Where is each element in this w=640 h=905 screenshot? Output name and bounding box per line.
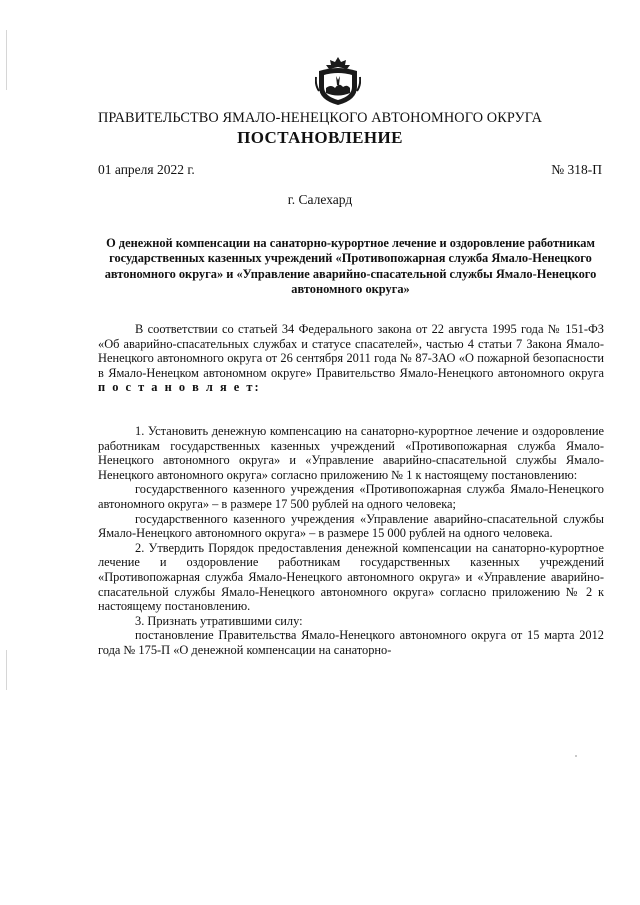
item-1-paragraph: 1. Установить денежную компенсацию на санаторно-курортное лечение и оздоровление работникам государственных казенных учреждений «Противопожарная служба Ямало-Ненецкого автономного округа» и «Управление аварийно-спасательной службы Ямало-Ненецкого автономного округа» согласно приложению № 1 к настоящему постановлению: (98, 423, 604, 482)
preamble-text: В соответствии со статьей 34 Федерального закона от 22 августа 1995 года № 151-ФЗ «Об аварийно-спасательных службах и статусе спасателей», частью 4 статьи 7 Закона Ямало-Ненецкого автономного округа от 26 сентября 2011 года № 87-ЗАО «О пожарной безопасности в Ямало-Ненецком автономном округе» Правительство Ямало-Ненецкого автономного округа (98, 322, 604, 380)
scan-artifact (575, 755, 577, 757)
scan-artifact (6, 30, 7, 90)
document-date: 01 апреля 2022 г. (98, 162, 195, 177)
document-title: О денежной компенсации на санаторно-курортное лечение и оздоровление работникам государственных казенных учреждений «Противопожарная служба Ямало-Ненецкого автономного округа» и «Управление аварийно-спасательной службы Ямало-Ненецкого автономного округа» (104, 236, 597, 297)
item-1a-paragraph: государственного казенного учреждения «Противопожарная служба Ямало-Ненецкого автономного округа» – в размере 17 500 рублей на одного человека; (98, 482, 604, 511)
item-3a-paragraph: постановление Правительства Ямало-Ненецкого автономного округа от 15 марта 2012 года № 175-П «О денежной компенсации на санаторно- (98, 628, 604, 657)
document-city: г. Салехард (287, 192, 353, 207)
item-3-paragraph: 3. Признать утратившими силу: (135, 613, 303, 628)
organization-name: ПРАВИТЕЛЬСТВО ЯМАЛО-НЕНЕЦКОГО АВТОНОМНОГО ОКРУГА (97, 110, 543, 126)
coat-of-arms-emblem (315, 55, 361, 107)
document-body (98, 322, 604, 657)
document-type: ПОСТАНОВЛЕНИЕ (237, 128, 403, 147)
item-1b-paragraph: государственного казенного учреждения «Управление аварийно-спасательной службы Ямало-Ненецкого автономного округа» – в размере 15 000 рублей на одного человека. (98, 511, 604, 541)
scan-artifact (6, 650, 7, 690)
resolves-word: п о с т а н о в л я е т: (98, 380, 261, 395)
document-number: № 318-П (551, 162, 602, 177)
preamble-paragraph (98, 322, 604, 395)
item-2-paragraph: 2. Утвердить Порядок предоставления денежной компенсации на санаторно-курортное лечение и оздоровление работникам государственных казенных учреждений «Противопожарная служба Ямало-Ненецкого автономного округа» и «Управление аварийно-спасательной службы Ямало-Ненецкого автономного округа» согласно приложению № 2 к настоящему постановлению. (98, 540, 604, 614)
